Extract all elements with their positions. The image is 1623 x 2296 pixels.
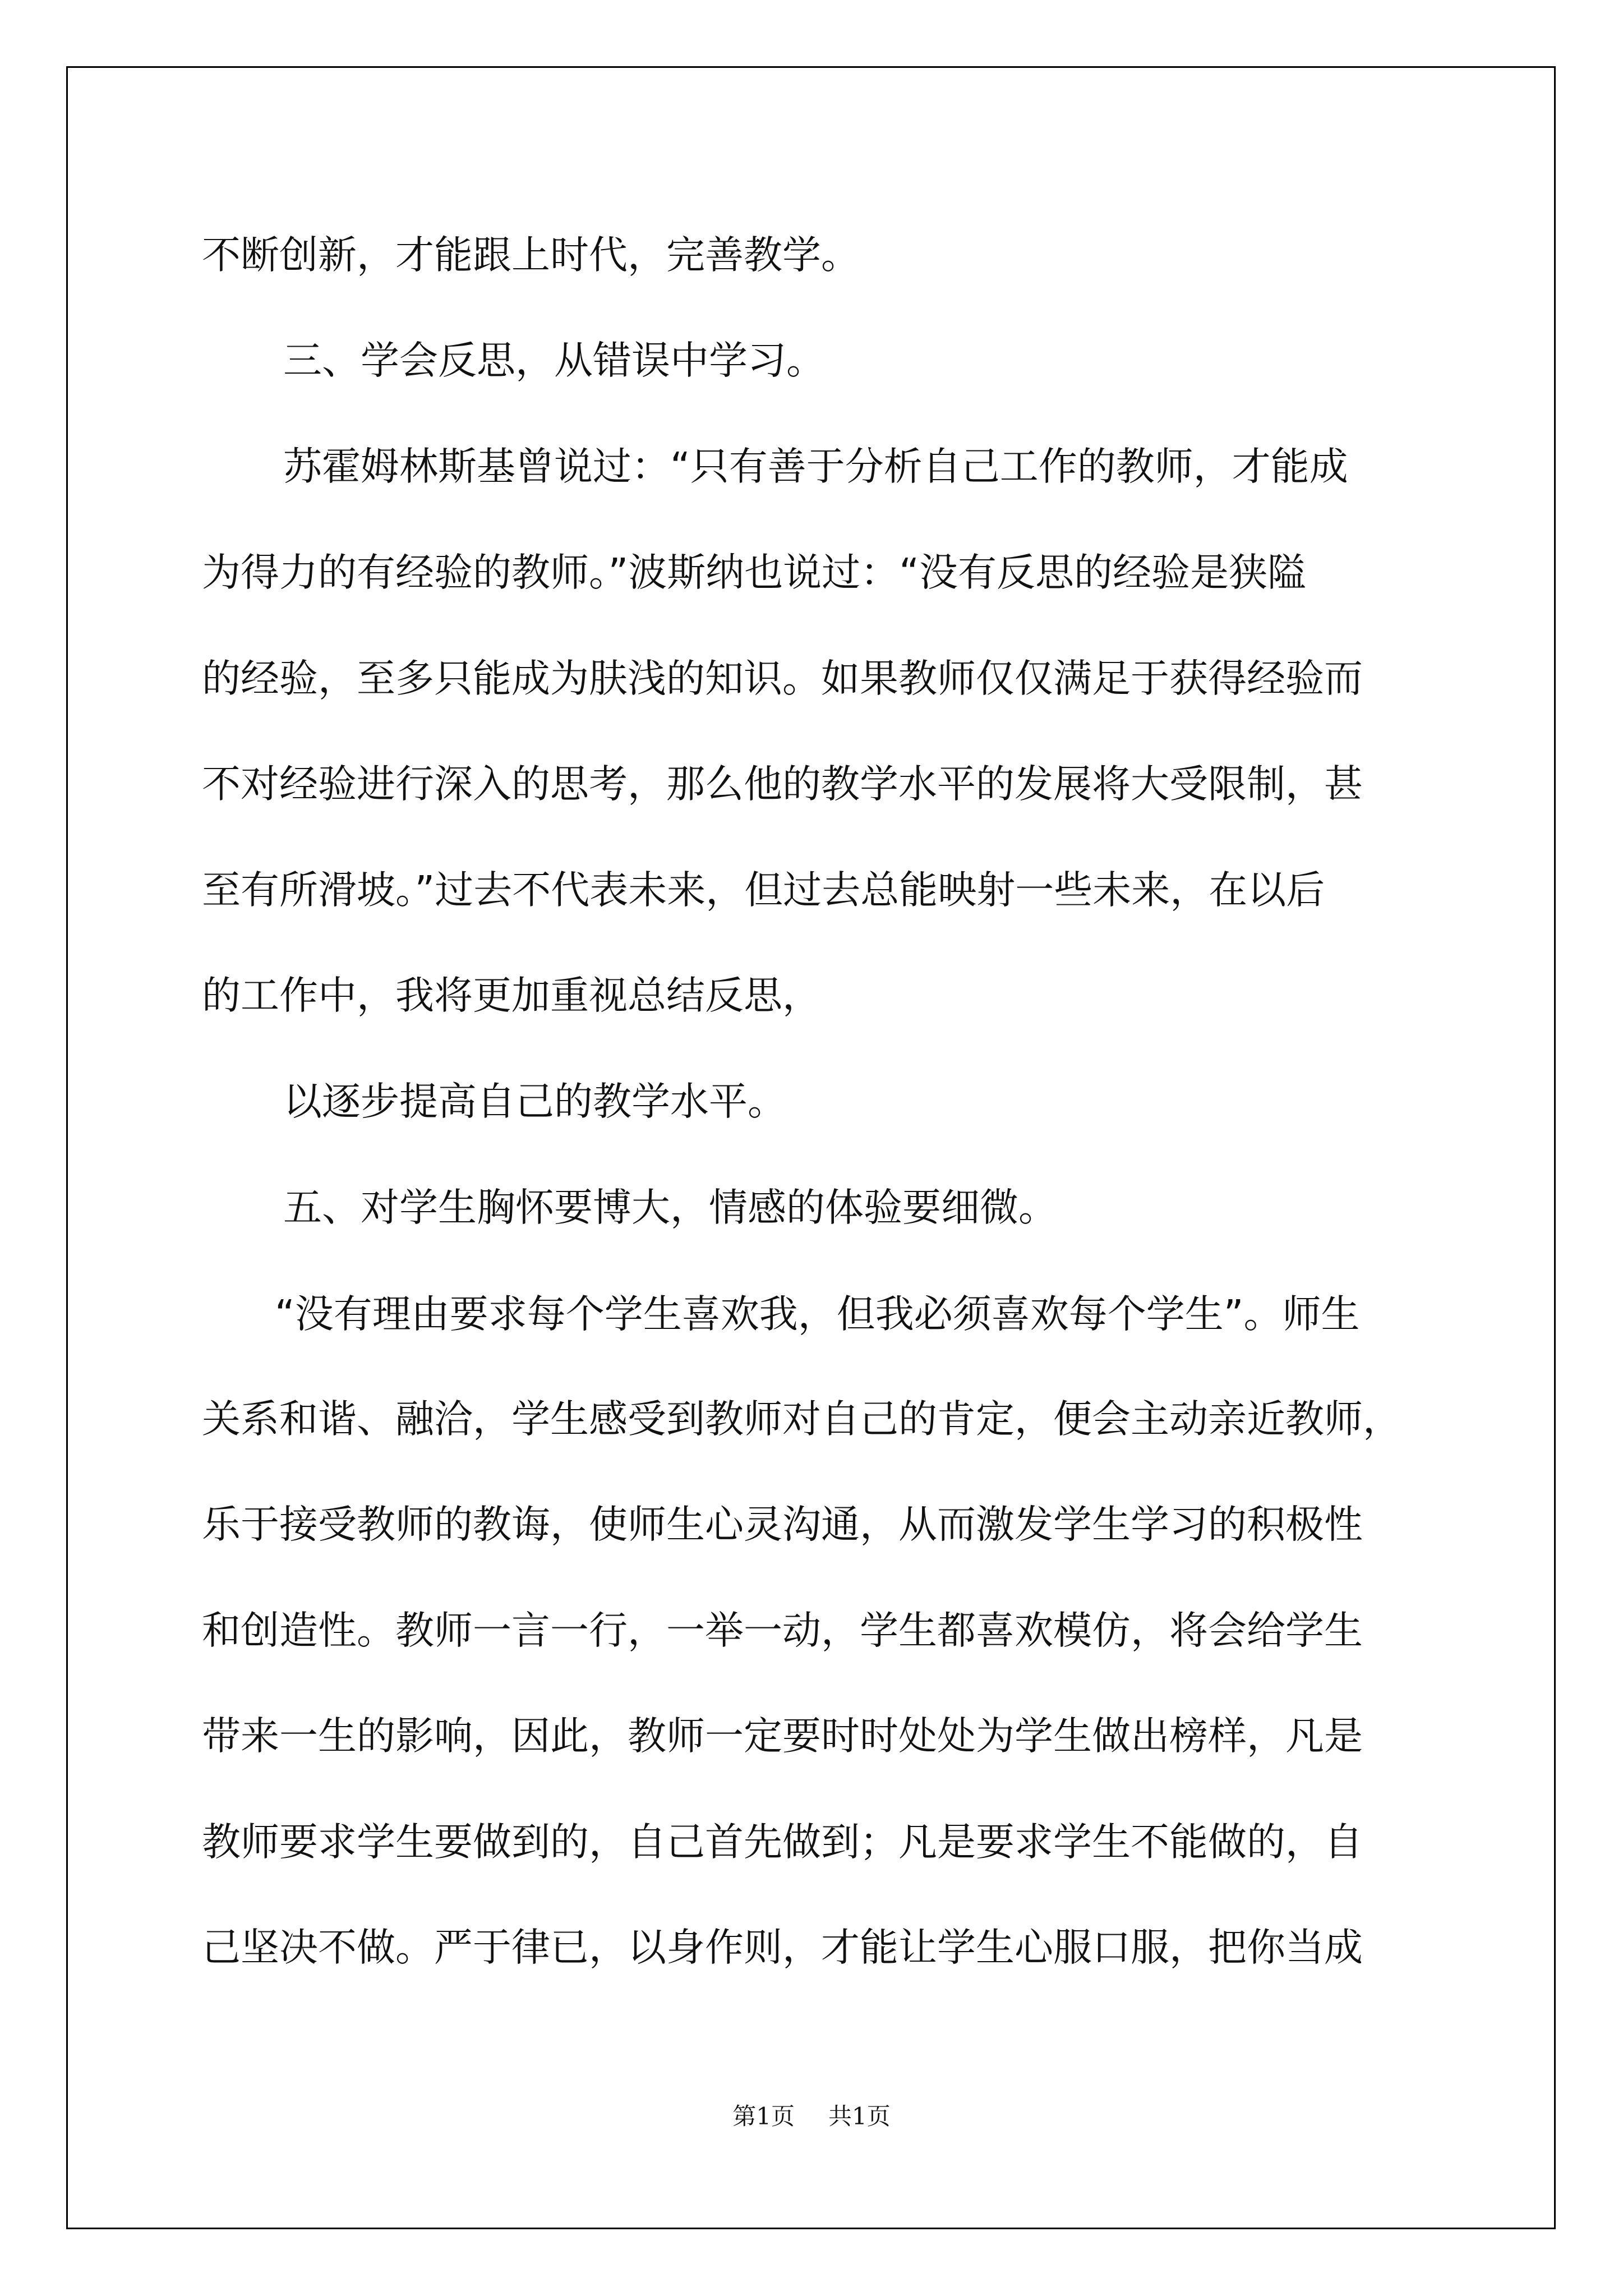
text-line: 的经验，至多只能成为肤浅的知识。如果教师仅仅满足于获得经验而	[202, 656, 1363, 701]
page-total: 共1页	[828, 2102, 891, 2130]
page-number: 第1页	[732, 2102, 795, 2130]
page-footer	[0, 2101, 1623, 2132]
text-line: 不对经验进行深入的思考，那么他的教学水平的发展将大受限制，甚	[202, 762, 1363, 807]
text-line: 教师要求学生要做到的，自己首先做到；凡是要求学生不能做的，自	[202, 1820, 1363, 1865]
text-line: 和创造性。教师一言一行，一举一动，学生都喜欢模仿，将会给学生	[202, 1608, 1363, 1653]
text-line: 苏霍姆林斯基曾说过：“只有善于分析自己工作的教师，才能成	[283, 444, 1348, 489]
text-line: 的工作中，我将更加重视总结反思，	[202, 973, 821, 1018]
text-line: 己坚决不做。严于律已，以身作则，才能让学生心服口服，把你当成	[202, 1925, 1363, 1970]
page-border	[66, 66, 1556, 2229]
section-heading: 三、学会反思，从错误中学习。	[283, 338, 825, 383]
text-line: 带来一生的影响，因此，教师一定要时时处处为学生做出榜样，凡是	[202, 1714, 1363, 1759]
text-line: 关系和谐、融洽，学生感受到教师对自己的肯定，便会主动亲近教师，	[202, 1397, 1401, 1442]
section-heading: 五、对学生胸怀要博大，情感的体验要细微。	[283, 1185, 1057, 1230]
text-line: 乐于接受教师的教诲，使师生心灵沟通，从而激发学生学习的积极性	[202, 1502, 1363, 1547]
text-line: 以逐步提高自己的教学水平。	[283, 1079, 786, 1124]
text-line: 不断创新，才能跟上时代，完善教学。	[202, 233, 860, 278]
text-line: 至有所滑坡。”过去不代表未来，但过去总能映射一些未来，在以后	[202, 868, 1325, 913]
text-line: “没有理由要求每个学生喜欢我，但我必须喜欢每个学生”。师生	[275, 1292, 1360, 1337]
text-line: 为得力的有经验的教师。”波斯纳也说过：“没有反思的经验是狭隘	[202, 550, 1306, 595]
